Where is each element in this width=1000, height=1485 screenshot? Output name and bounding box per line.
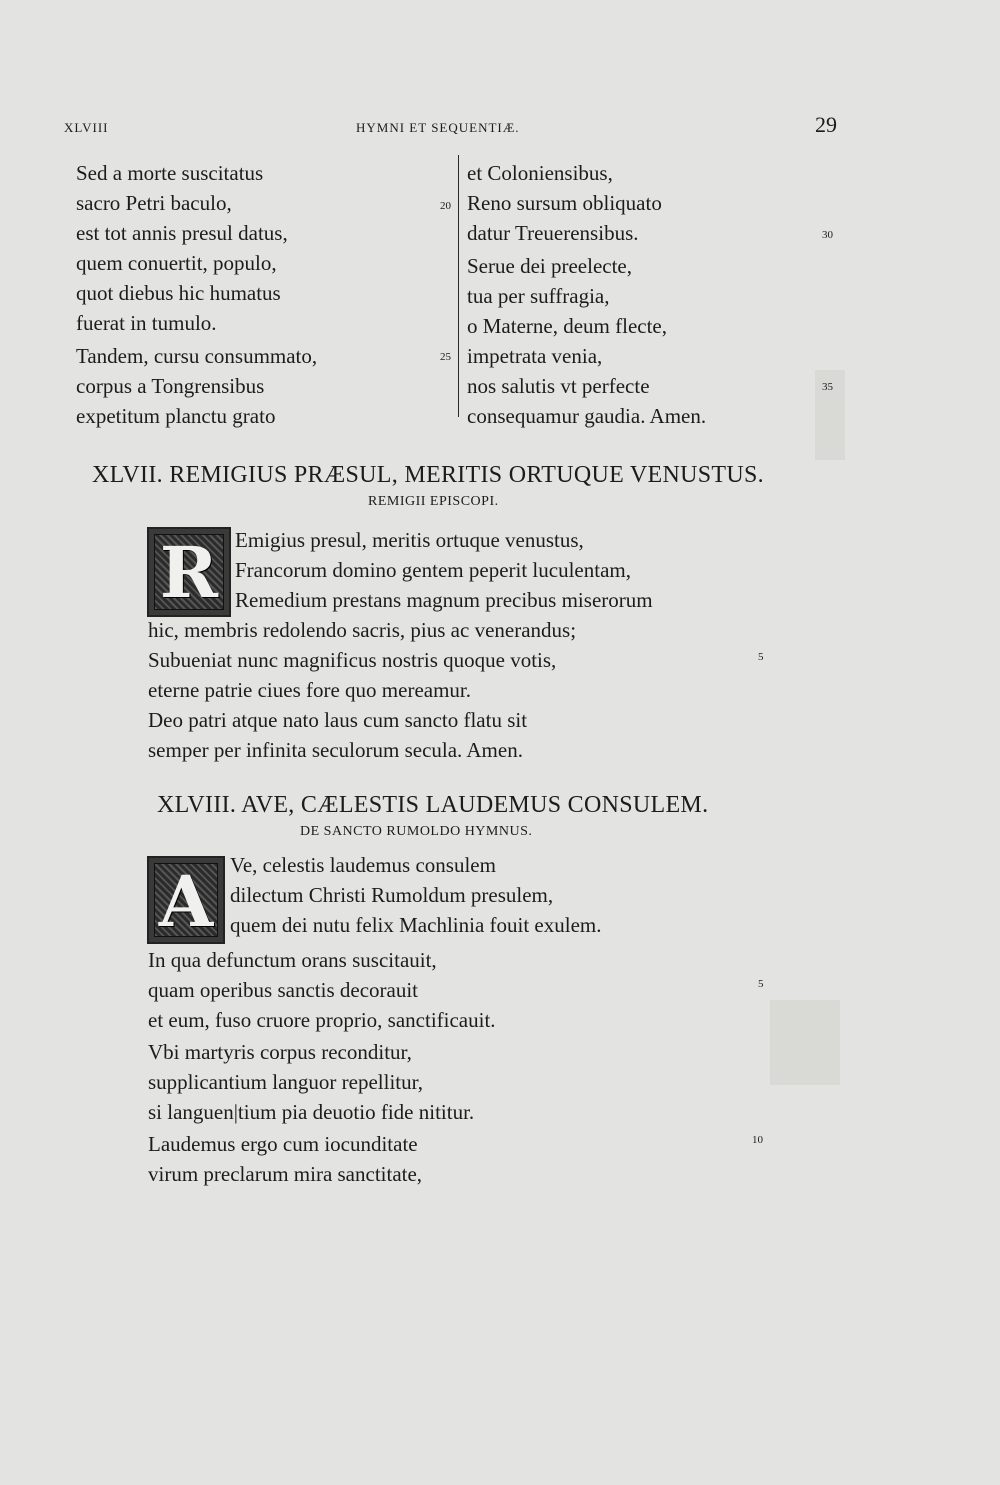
verse-line: virum preclarum mira sanctitate,	[148, 1162, 423, 1186]
verse-line: Ve, celestis laudemus consulem	[230, 853, 496, 877]
verse-line: hic, membris redolendo sacris, pius ac venerandus;	[148, 618, 577, 642]
verse-line: fuerat in tumulo.	[76, 311, 217, 335]
verse-line: Emigius presul, meritis ortuque venustus,	[235, 528, 584, 552]
line-number: 10	[752, 1134, 763, 1146]
verse-line: Sed a morte suscitatus	[76, 161, 264, 185]
page-number: 29	[815, 112, 837, 137]
verse-line: Vbi martyris corpus reconditur,	[148, 1040, 412, 1064]
running-header	[0, 112, 1000, 142]
verse-line: corpus a Tongrensibus	[76, 374, 265, 398]
verse-line: Laudemus ergo cum iocunditate	[148, 1132, 418, 1156]
line-number: 5	[758, 978, 764, 990]
verse-line: Serue dei preelecte,	[467, 254, 632, 278]
verse-line: dilectum Christi Rumoldum presulem,	[230, 883, 554, 907]
decorated-initial-r	[147, 527, 231, 617]
header-section-number: XLVIII	[64, 120, 109, 135]
column-divider	[458, 155, 459, 417]
decorated-initial-a	[147, 856, 225, 944]
verse-line: consequamur gaudia. Amen.	[467, 404, 707, 428]
initial-letter: A	[158, 860, 214, 943]
verse-line: supplicantium languor repellitur,	[148, 1070, 424, 1094]
verse-line: Remedium prestans magnum precibus miserorum	[235, 588, 653, 612]
verse-line: et Coloniensibus,	[467, 161, 613, 185]
verse-line: Deo patri atque nato laus cum sancto flatu sit	[148, 708, 528, 732]
verse-line: expetitum planctu grato	[76, 404, 276, 428]
verse-line: et eum, fuso cruore proprio, sanctificauit.	[148, 1008, 496, 1032]
verse-line: si languen|tium pia deuotio fide nititur.	[148, 1100, 475, 1124]
initial-letter: R	[159, 531, 219, 614]
verse-line: Tandem, cursu consummato,	[76, 344, 318, 368]
verse-line: datur Treuerensibus.	[467, 221, 639, 245]
line-number: 20	[440, 200, 451, 212]
verse-line: In qua defunctum orans suscitauit,	[148, 948, 437, 972]
verse-line: quam operibus sanctis decorauit	[148, 978, 419, 1002]
bleed-through-ornament	[770, 1000, 840, 1085]
hymn-subtitle: REMIGII EPISCOPI.	[368, 494, 499, 509]
hymn-title: XLVIII. AVE, CÆLESTIS LAUDEMUS CONSULEM.	[157, 792, 709, 818]
line-number: 35	[822, 381, 833, 393]
verse-line: o Materne, deum flecte,	[467, 314, 667, 338]
verse-line: Reno sursum obliquato	[467, 191, 662, 215]
verse-line: Francorum domino gentem peperit luculentam,	[235, 558, 631, 582]
verse-line: quem conuertit, populo,	[76, 251, 277, 275]
verse-line: quem dei nutu felix Machlinia fouit exulem.	[230, 913, 602, 937]
line-number: 5	[758, 651, 764, 663]
line-number: 25	[440, 351, 451, 363]
verse-line: impetrata venia,	[467, 344, 603, 368]
verse-line: semper per infinita seculorum secula. Amen.	[148, 738, 523, 762]
line-number: 30	[822, 229, 833, 241]
header-title: HYMNI ET SEQUENTIÆ.	[356, 120, 520, 135]
hymn-subtitle: DE SANCTO RUMOLDO HYMNUS.	[300, 824, 533, 839]
verse-line: sacro Petri baculo,	[76, 191, 232, 215]
verse-line: Subueniat nunc magnificus nostris quoque votis,	[148, 648, 557, 672]
verse-line: quot diebus hic humatus	[76, 281, 281, 305]
verse-line: nos salutis vt perfecte	[467, 374, 650, 398]
hymn-title: XLVII. REMIGIUS PRÆSUL, MERITIS ORTUQUE VENUSTUS.	[92, 462, 764, 488]
verse-line: eterne patrie ciues fore quo mereamur.	[148, 678, 472, 702]
verse-line: tua per suffragia,	[467, 284, 610, 308]
verse-line: est tot annis presul datus,	[76, 221, 288, 245]
